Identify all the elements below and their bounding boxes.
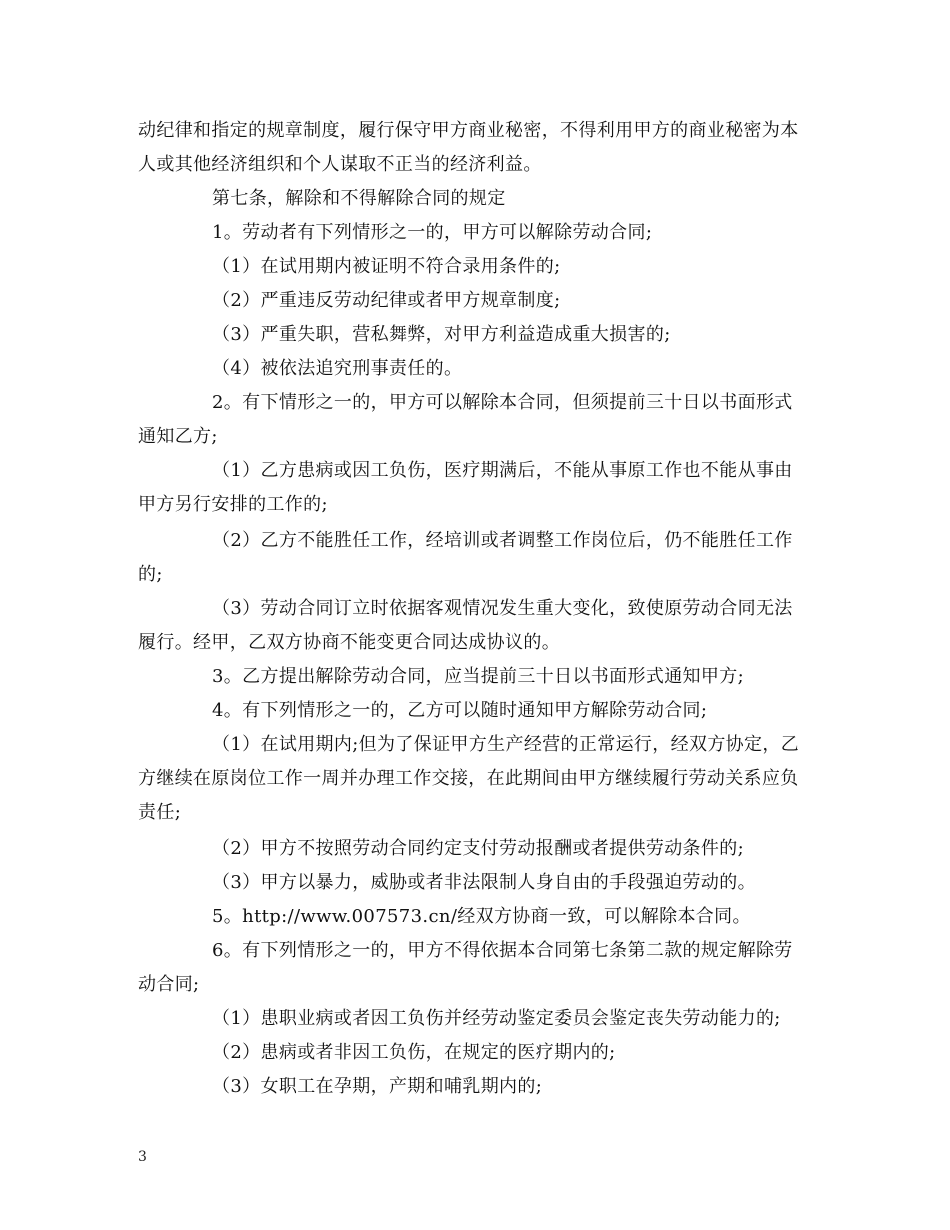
paragraph-line: （2）患病或者非因工负伤，在规定的医疗期内的; (212, 1042, 616, 1063)
paragraph-line: （3）劳动合同订立时依据客观情况发生重大变化，致使原劳动合同无法 (212, 598, 793, 619)
paragraph-line: 人或其他经济组织和个人谋取不正当的经济利益。 (138, 154, 542, 175)
paragraph-line: 6。有下列情形之一的，甲方不得依据本合同第七条第二款的规定解除劳 (212, 940, 793, 961)
paragraph-line: 5。http://www.007573.cn/经双方协商一致，可以解除本合同。 (212, 906, 751, 927)
paragraph-line: 的; (138, 564, 163, 585)
paragraph-line: （2）甲方不按照劳动合同约定支付劳动报酬或者提供劳动条件的; (212, 838, 745, 859)
paragraph-line: （2）乙方不能胜任工作，经培训或者调整工作岗位后，仍不能胜任工作 (212, 530, 793, 551)
paragraph-line: （1）在试用期内被证明不符合录用条件的; (212, 256, 561, 277)
paragraph-line: （4）被依法追究刑事责任的。 (212, 358, 463, 379)
paragraph-line: 动合同; (138, 974, 200, 995)
paragraph-line: （3）女职工在孕期，产期和哺乳期内的; (212, 1076, 543, 1097)
paragraph-line: 3。乙方提出解除劳动合同，应当提前三十日以书面形式通知甲方; (212, 666, 745, 687)
paragraph-line: 方继续在原岗位工作一周并办理工作交接，在此期间由甲方继续履行劳动关系应负 (138, 768, 799, 789)
paragraph-line: （3）严重失职，营私舞弊，对甲方利益造成重大损害的; (212, 324, 671, 345)
paragraph-line: 责任; (138, 802, 182, 823)
paragraph-line: 通知乙方; (138, 426, 218, 447)
section-heading: 第七条，解除和不得解除合同的规定 (212, 188, 506, 209)
paragraph-line: 4。有下列情形之一的，乙方可以随时通知甲方解除劳动合同; (212, 700, 708, 721)
paragraph-line: 动纪律和指定的规章制度，履行保守甲方商业秘密，不得利用甲方的商业秘密为本 (138, 120, 799, 141)
paragraph-line: 1。劳动者有下列情形之一的，甲方可以解除劳动合同; (212, 222, 653, 243)
paragraph-line: 履行。经甲，乙双方协商不能变更合同达成协议的。 (138, 632, 561, 653)
paragraph-line: 2。有下情形之一的，甲方可以解除本合同，但须提前三十日以书面形式 (212, 392, 793, 413)
paragraph-line: （1）乙方患病或因工负伤，医疗期满后，不能从事原工作也不能从事由 (212, 460, 793, 481)
paragraph-line: （3）甲方以暴力，威胁或者非法限制人身自由的手段强迫劳动的。 (212, 872, 756, 893)
paragraph-line: （1）在试用期内;但为了保证甲方生产经营的正常运行，经双方协定，乙 (212, 734, 800, 755)
paragraph-line: （2）严重违反劳动纪律或者甲方规章制度; (212, 290, 561, 311)
paragraph-line: （1）患职业病或者因工负伤并经劳动鉴定委员会鉴定丧失劳动能力的; (212, 1008, 781, 1029)
page-number: 3 (138, 1149, 147, 1165)
paragraph-line: 甲方另行安排的工作的; (138, 494, 328, 515)
